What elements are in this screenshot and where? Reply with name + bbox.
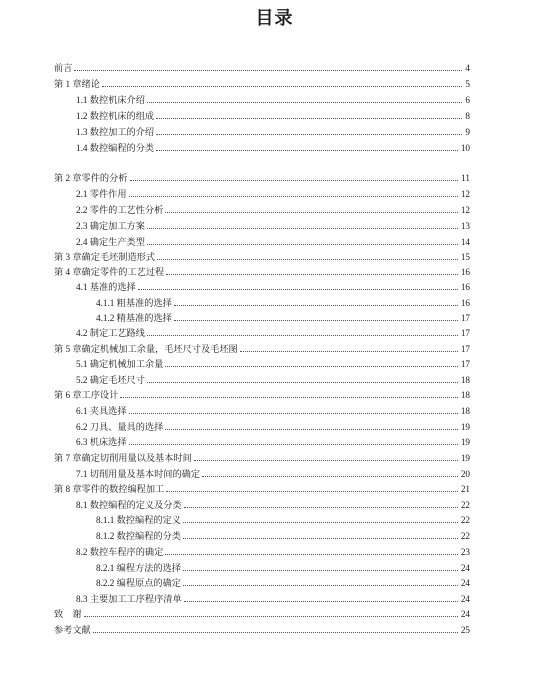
toc-entry[interactable] <box>76 94 470 106</box>
toc-entry-page-number: 12 <box>460 189 470 199</box>
toc-entry[interactable] <box>76 188 470 200</box>
toc-entry-title: 1.2 数控机床的组成 <box>76 111 155 121</box>
toc-entry[interactable] <box>96 530 470 542</box>
toc-entry[interactable] <box>96 562 470 574</box>
toc-entry[interactable] <box>54 172 470 184</box>
toc-entry-page-number: 17 <box>460 313 470 323</box>
toc-entry-page-number: 17 <box>460 359 470 369</box>
toc-entry[interactable] <box>76 593 470 605</box>
toc-entry-title: 8.2.1 编程方法的选择 <box>96 563 181 573</box>
dot-leader <box>84 615 458 617</box>
toc-entry-title: 8.1.1 数控编程的定义 <box>96 515 181 525</box>
toc-entry-title: 第 5 章确定机械加工余量，毛坯尺寸及毛坯图 <box>54 344 238 354</box>
toc-entry-title: 第 4 章确定零件的工艺过程 <box>54 267 165 277</box>
toc-entry-title: 5.2 确定毛坯尺寸 <box>76 375 145 385</box>
toc-entry[interactable] <box>76 405 470 417</box>
dot-leader <box>166 490 458 492</box>
dot-leader <box>138 288 458 290</box>
toc-entry-page-number: 8 <box>465 111 470 121</box>
toc-entry-page-number: 19 <box>460 453 470 463</box>
toc-entry-page-number: 12 <box>460 205 470 215</box>
dot-leader <box>174 319 458 321</box>
toc-entry[interactable] <box>76 468 470 480</box>
dot-leader <box>129 195 458 197</box>
dot-leader <box>147 381 458 383</box>
dot-leader <box>157 258 458 260</box>
dot-leader <box>156 149 458 151</box>
toc-entry[interactable] <box>76 110 470 122</box>
toc-entry[interactable] <box>96 577 470 589</box>
toc-entry[interactable] <box>76 126 470 138</box>
toc-entry-title: 8.2.2 编程原点的确定 <box>96 578 181 588</box>
dot-leader <box>194 459 458 461</box>
dot-leader <box>166 273 458 275</box>
toc-entry[interactable] <box>76 142 470 154</box>
toc-entry[interactable] <box>76 281 470 293</box>
toc-entry[interactable] <box>54 78 470 90</box>
toc-entry-title: 8.2 数控车程序的确定 <box>76 547 164 557</box>
toc-entry[interactable] <box>96 297 470 309</box>
toc-entry[interactable] <box>54 483 470 495</box>
toc-entry-page-number: 16 <box>460 298 470 308</box>
toc-entry-title: 2.2 零件的工艺性分析 <box>76 205 164 215</box>
toc-entry[interactable] <box>54 608 470 620</box>
toc-entry-title: 致 谢 <box>54 609 82 619</box>
toc-entry[interactable] <box>96 312 470 324</box>
toc-entry-title: 5.1 确定机械加工余量 <box>76 359 164 369</box>
dot-leader <box>120 396 458 398</box>
toc-entry-page-number: 21 <box>460 484 470 494</box>
dot-leader <box>147 334 458 336</box>
toc-entry-page-number: 22 <box>460 515 470 525</box>
toc-entry-title: 第 2 章零件的分析 <box>54 173 128 183</box>
toc-entry-page-number: 15 <box>460 252 470 262</box>
dot-leader <box>147 243 458 245</box>
toc-entry-page-number: 24 <box>460 578 470 588</box>
dot-leader <box>184 506 458 508</box>
dot-leader <box>129 443 458 445</box>
toc-entry-title: 1.1 数控机床介绍 <box>76 95 145 105</box>
dot-leader <box>183 537 458 539</box>
toc-entry[interactable] <box>76 499 470 511</box>
toc-entry[interactable] <box>76 546 470 558</box>
toc-entry-page-number: 17 <box>460 344 470 354</box>
toc-entry-page-number: 25 <box>460 625 470 635</box>
toc-entry-title: 第 8 章零件的数控编程加工 <box>54 484 165 494</box>
toc-entry-page-number: 18 <box>460 406 470 416</box>
toc-entry-title: 8.3 主要加工工序程序清单 <box>76 594 182 604</box>
toc-entry-page-number: 19 <box>460 422 470 432</box>
toc-entry[interactable] <box>76 327 470 339</box>
dot-leader <box>165 428 458 430</box>
toc-entry-title: 8.1.2 数控编程的分类 <box>96 531 181 541</box>
toc-entry-title: 4.1 基准的选择 <box>76 282 136 292</box>
toc-entry-page-number: 24 <box>460 594 470 604</box>
toc-entry-title: 1.3 数控加工的介绍 <box>76 127 155 137</box>
toc-entry[interactable] <box>54 624 470 636</box>
toc-entry-page-number: 6 <box>465 95 470 105</box>
toc-entry-title: 参考文献 <box>54 625 91 635</box>
dot-leader <box>156 117 462 119</box>
toc-entry-title: 2.4 确定生产类型 <box>76 237 145 247</box>
toc-entry-page-number: 9 <box>465 127 470 137</box>
toc-entry-title: 6.2 刀具、量具的选择 <box>76 422 164 432</box>
toc-entry[interactable] <box>76 220 470 232</box>
toc-entry-title: 6.3 机床选择 <box>76 437 127 447</box>
toc-entry-page-number: 17 <box>460 328 470 338</box>
dot-leader <box>165 365 458 367</box>
dot-leader <box>183 569 458 571</box>
dot-leader <box>130 179 459 181</box>
toc-entry[interactable] <box>54 251 470 263</box>
toc-entry[interactable] <box>76 358 470 370</box>
toc-entry[interactable] <box>76 204 470 216</box>
toc-entry-title: 8.1 数控编程的定义及分类 <box>76 500 182 510</box>
toc-entry-page-number: 18 <box>460 390 470 400</box>
toc-entry-title: 4.1.2 精基准的选择 <box>96 313 172 323</box>
dot-leader <box>183 584 458 586</box>
toc-entry[interactable] <box>54 452 470 464</box>
toc-entry-page-number: 20 <box>460 469 470 479</box>
toc-entry-page-number: 22 <box>460 500 470 510</box>
toc-entry-title: 第 7 章确定切削用量以及基本时间 <box>54 453 192 463</box>
toc-entry[interactable] <box>54 343 470 355</box>
dot-leader <box>156 133 462 135</box>
dot-leader <box>183 521 458 523</box>
toc-entry-title: 7.1 切削用量及基本时间的确定 <box>76 469 201 479</box>
toc-entry[interactable] <box>76 236 470 248</box>
toc-entry-page-number: 14 <box>460 237 470 247</box>
toc-entry-page-number: 5 <box>465 79 470 89</box>
toc-entry-title: 2.3 确定加工方案 <box>76 221 145 231</box>
toc-entry[interactable] <box>54 62 470 74</box>
dot-leader <box>147 101 463 103</box>
dot-leader <box>165 211 458 213</box>
toc-entry-page-number: 11 <box>461 173 470 183</box>
toc-entry-page-number: 22 <box>460 531 470 541</box>
toc-entry[interactable] <box>54 389 470 401</box>
toc-entry-title: 4.2 制定工艺路线 <box>76 328 145 338</box>
toc-entry[interactable] <box>96 514 470 526</box>
dot-leader <box>129 412 458 414</box>
toc-entry-title: 2.1 零件作用 <box>76 189 127 199</box>
toc-entry-title: 第 1 章绪论 <box>54 79 100 89</box>
toc-entry-page-number: 19 <box>460 437 470 447</box>
toc-title: 目录 <box>255 8 294 29</box>
toc-entry-page-number: 16 <box>460 282 470 292</box>
toc-entry-page-number: 10 <box>460 143 470 153</box>
toc-entry-page-number: 4 <box>465 63 470 73</box>
toc-entry-page-number: 13 <box>460 221 470 231</box>
dot-leader <box>147 227 458 229</box>
toc-entry-page-number: 16 <box>460 267 470 277</box>
toc-entry[interactable] <box>76 374 470 386</box>
toc-entry-page-number: 18 <box>460 375 470 385</box>
toc-entry-title: 前言 <box>54 63 73 73</box>
toc-entry-page-number: 23 <box>460 547 470 557</box>
dot-leader <box>184 600 458 602</box>
dot-leader <box>93 631 458 633</box>
toc-entry-title: 1.4 数控编程的分类 <box>76 143 155 153</box>
toc-entry[interactable] <box>54 266 470 278</box>
toc-entry[interactable] <box>76 421 470 433</box>
dot-leader <box>74 69 462 71</box>
dot-leader <box>174 304 458 306</box>
toc-entry-title: 4.1.1 粗基准的选择 <box>96 298 172 308</box>
toc-entry-page-number: 24 <box>460 563 470 573</box>
dot-leader <box>202 475 458 477</box>
toc-entry-title: 6.1 夹具选择 <box>76 406 127 416</box>
toc-entry[interactable] <box>76 436 470 448</box>
dot-leader <box>102 85 462 87</box>
toc-entry-page-number: 24 <box>460 609 470 619</box>
dot-leader <box>165 553 458 555</box>
toc-entry-title: 第 6 章工序设计 <box>54 390 119 400</box>
toc-entry-title: 第 3 章确定毛坯制造形式 <box>54 252 156 262</box>
dot-leader <box>240 350 458 352</box>
